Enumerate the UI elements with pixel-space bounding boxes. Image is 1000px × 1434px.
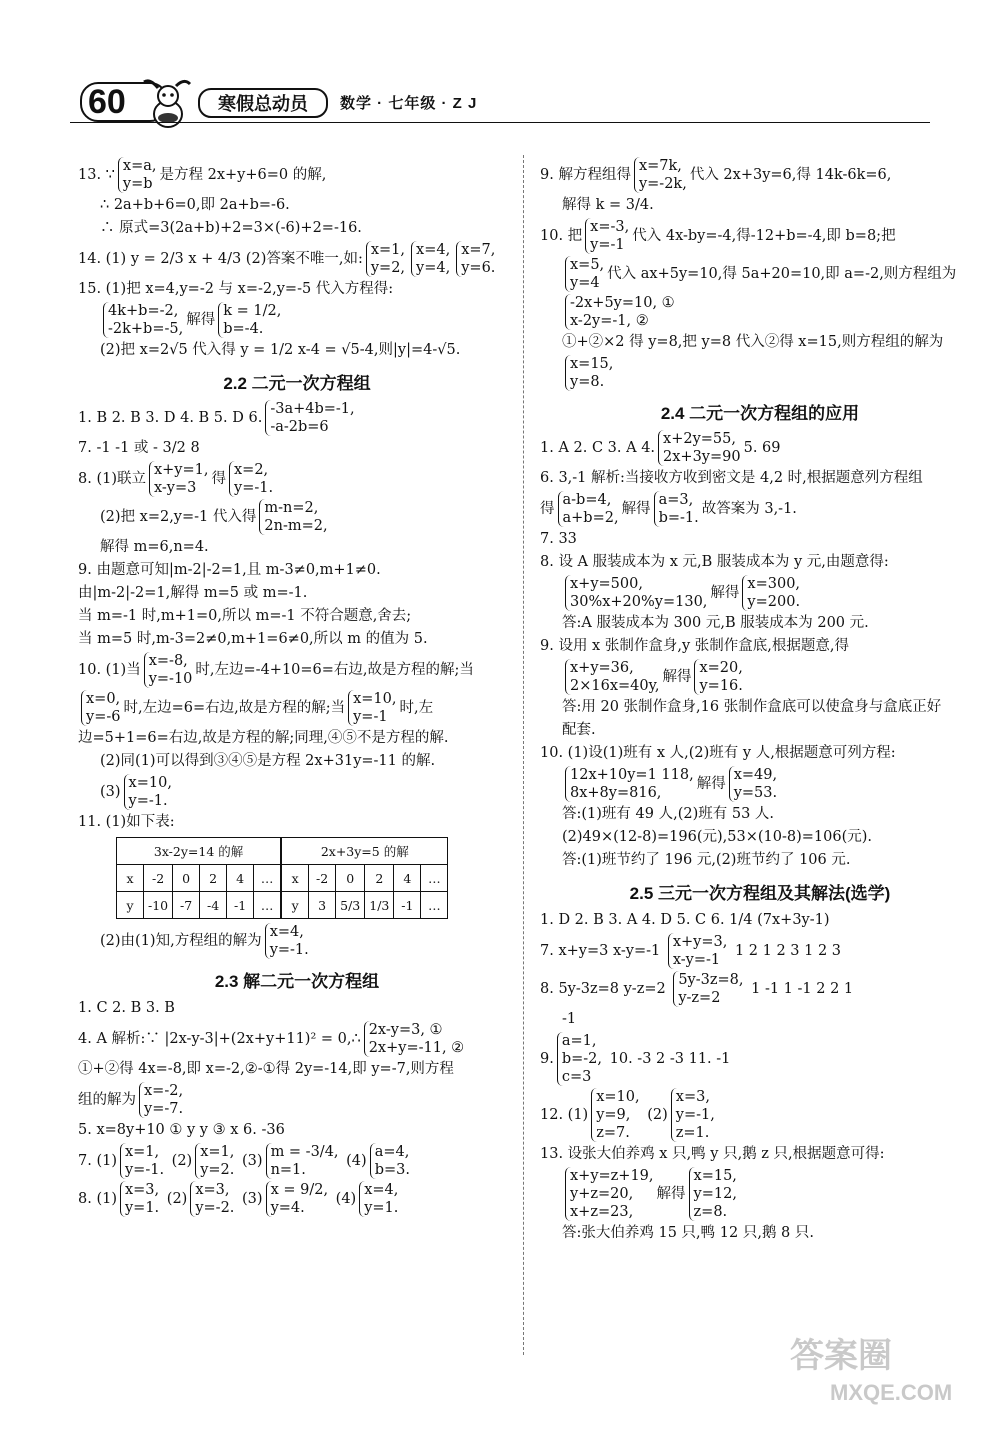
system [364,1021,464,1057]
subject-label: 数学 · 七年级 · Z J [340,95,478,112]
section-2-5-title: 2.5 三元一次方程组及其解法(选学) [629,884,891,903]
system [370,1143,410,1179]
s23-q1-3: 1. C 2. B 3. B [78,1000,175,1016]
text: (2) [647,1107,668,1123]
text: 7. (1) [78,1153,117,1169]
eq: b=3. [374,1162,410,1178]
table-cell: 0 [173,865,200,892]
text: 1 2 1 2 3 1 2 3 [734,943,842,959]
system [689,1167,737,1221]
s24-q8-system [540,575,980,611]
eq: m = -3/4, [270,1144,339,1160]
s25-q8 [540,971,980,1007]
s25-q12 [540,1088,980,1142]
eq: y=-6 [86,709,121,725]
eq: z=7. [596,1125,630,1141]
eq: y=16. [699,678,743,694]
table-header-row [117,838,448,865]
system [120,1143,164,1179]
table-cell: x [117,865,144,892]
text: 9. [540,1051,554,1067]
eq: 2n-m=2, [264,518,328,534]
table-cell: -2 [309,865,336,892]
table-cell: 4 [394,865,421,892]
system [557,1032,602,1086]
text: 4. A 解析:∵ |2x-y-3|+(2x+y+11)² = 0,∴ [78,1031,361,1047]
eq: y=-1 [353,709,388,725]
eq: y=-1 [590,237,625,253]
s25-q9-11 [540,1032,980,1086]
eq: x+y=36, [570,660,634,676]
table-cell: … [254,892,282,919]
system [591,1088,639,1142]
s24-q6a: 6. 3,-1 解析:当接收方收到密文是 4,2 时,根据题意列方程组 [540,470,923,486]
eq: x+2y=55, [663,431,736,447]
system [565,659,659,695]
table-cell: 5/3 [336,892,365,919]
text: (3) [242,1153,263,1169]
system [658,430,741,466]
r10b [540,256,980,292]
eq: y=-2. [195,1200,235,1216]
eq: 5y-3z=8, [678,972,744,988]
eq: -2x+5y=10, ① [570,295,675,311]
system [120,1181,159,1217]
s23-q5-6: 5. x=8y+10 ① y y ③ x 6. -36 [78,1122,285,1138]
page-number: 60 [80,82,168,122]
text: 8. (1) [78,1191,117,1207]
system [565,256,604,292]
table-cell: 1/3 [365,892,394,919]
system [673,971,743,1007]
eq: y=4, [416,260,451,276]
s25-q13-system [540,1167,980,1221]
table-cell: x [281,865,309,892]
eq: y=-1, [675,1107,715,1123]
eq: x=2, [234,462,269,478]
eq: y=-2k, [638,176,687,192]
eq: x-y=-1 [672,952,721,968]
text: 10. 把 [540,228,583,244]
eq: x+y=500, [570,576,643,592]
eq: b=-2, [561,1051,603,1067]
r9b: 解得 k = 3/4. [562,197,654,213]
eq: x=-8, [148,653,188,669]
eq: 2×16x=40y, [570,678,660,694]
eq: x=10, [353,691,397,707]
system [411,241,450,277]
eq: y=8. [570,374,605,390]
s23-q4a [78,1021,516,1057]
s22-q10e [78,774,516,810]
table-row-y [117,892,448,919]
system [103,302,183,338]
section-2-3-title: 2.3 解二元一次方程组 [214,972,380,991]
text: 解得 [656,1186,686,1202]
system [190,1181,234,1217]
page-header [70,70,930,130]
eq: x+y=z+19, [570,1168,654,1184]
eq: x=1, [124,1144,160,1160]
eq: -3a+4b=-1, [270,401,355,417]
text: 得 [211,471,226,487]
s25-q1-6: 1. D 2. B 3. A 4. D 5. C 6. 1/4 (7x+3y-1) [540,912,830,928]
s24-q9b: 答:用 20 张制作盒身,16 张制作盒底可以使盒身与盒底正好 [562,699,942,715]
s22-q10b [78,690,516,726]
system [585,218,629,254]
eq: y=-1. [128,793,168,809]
text: 12. (1) [540,1107,589,1123]
q13-line3: ∴ 原式=3(2a+b)+2=3×(-6)+2=-16. [100,220,362,236]
system [218,302,281,338]
s25-q13b: 答:张大伯养鸡 15 只,鸭 12 只,鹅 8 只. [562,1225,814,1241]
eq: -2k+b=-5, [108,321,184,337]
eq: b=-4. [223,321,264,337]
solve-label: 解得 [186,312,216,328]
eq: m-n=2, [264,500,319,516]
text: (4) [335,1191,357,1207]
text: (2)由(1)知,方程组的解为 [100,933,262,949]
eq: a=4, [374,1144,410,1160]
table-cell: 4 [227,865,254,892]
s24-q8b: 答:A 服装成本为 300 元,B 服装成本为 200 元. [562,615,869,631]
eq: y=2. [200,1162,235,1178]
system [265,923,309,959]
system [259,499,327,535]
eq: y=1. [124,1200,160,1216]
left-column [78,155,516,1219]
system [124,774,172,810]
system [149,461,209,497]
text: 1. A 2. C 3. A 4. [540,440,656,456]
text: 时,左边=-4+10=6=右边,故是方程的解;当 [195,662,474,678]
table-cell: -7 [173,892,200,919]
eq: a=1, [561,1033,597,1049]
eq: y-z=2 [678,990,721,1006]
q14-text: 14. (1) y = 2/3 x + 4/3 (2)答案不唯一,如: [78,251,363,267]
q15-line2: (2)把 x=2√5 代入得 y = 1/2 x-4 = √5-4,则|y|=4-√5. [100,342,461,358]
table-cell: -2 [144,865,173,892]
s24-q8a: 8. 设 A 服装成本为 x 元,B 服装成本为 y 元,由题意得: [540,554,889,570]
eq: y=2, [370,260,406,276]
text: 7. x+y=3 x-y=-1 [540,943,661,959]
text: 10. -3 2 -3 11. -1 [609,1051,731,1067]
eq: y=6. [461,260,496,276]
r9a [540,157,980,193]
eq: x = 9/2, [270,1182,329,1198]
system [742,575,800,611]
system [118,157,157,193]
eq: x-2y=-1, ② [570,313,649,329]
text: 解得 [696,776,726,792]
system [81,690,120,726]
s24-q10a: 10. (1)设(1)班有 x 人,(2)班有 y 人,根据题意可列方程: [540,745,896,761]
table-cell: -4 [200,892,227,919]
text: 代入 4x-by=-4,得-12+b=-4,即 b=8;把 [632,228,896,244]
s22-q10c: 边=5+1=6=右边,故是方程的解;同理,④⑤不是方程的解. [78,730,449,746]
eq: x=300, [747,576,801,592]
s22-q10a [78,652,516,688]
eq: x=3, [195,1182,230,1198]
eq: x=7k, [638,158,682,174]
s24-q9a: 9. 设用 x 张制作盒身,y 张制作盒底,根据题意,得 [540,638,849,654]
s24-q10c: (2)49×(12-8)=196(元),53×(10-8)=106(元). [562,829,873,845]
eq: x=3, [124,1182,160,1198]
s24-q7: 7. 33 [540,531,577,547]
system [456,241,495,277]
eq: b=-1. [658,510,699,526]
s22-q8c: 解得 m=6,n=4. [100,539,209,555]
system [265,400,354,436]
table-cell: … [421,892,448,919]
system [229,461,273,497]
eq: y=12, [693,1186,737,1202]
s24-q6b [540,491,980,527]
eq: 30%x+20%y=130, [570,594,708,610]
s23-q7 [78,1143,516,1179]
table-cell: -1 [394,892,421,919]
eq: y=53. [733,785,778,801]
text: (4) [346,1153,367,1169]
system [366,241,405,277]
eq: c=3 [561,1069,592,1085]
system [565,355,613,391]
system [266,1181,329,1217]
eq: x=1, [370,242,406,258]
eq: y=-1. [124,1162,165,1178]
table-cell: -1 [227,892,254,919]
s24-q1-5 [540,430,980,466]
text: 5. 69 [743,440,781,456]
table-cell: y [117,892,144,919]
eq: 2x+3y=90 [663,449,741,465]
text: 8. 5y-3z=8 y-z=2 [540,981,666,997]
eq: a-b=4, [562,492,612,508]
q13-text: 是方程 2x+y+6=0 的解, [159,167,327,183]
text: 故答案为 3,-1. [701,501,797,517]
eq: x=5, [570,257,605,273]
eq: x=1, [200,1144,235,1160]
s25-q13a: 13. 设张大伯养鸡 x 只,鸭 y 只,鹅 z 只,根据题意可得: [540,1146,885,1162]
s23-q8 [78,1181,516,1217]
text: 组的解为 [78,1092,136,1108]
eq: y=-10 [148,671,193,687]
table-cell: 3 [309,892,336,919]
s22-q9d: 当 m=5 时,m-3=2≠0,m+1=6≠0,所以 m 的值为 5. [78,631,428,647]
text: 时,左边=6=右边,故是方程的解;当 [123,700,346,716]
system [729,766,777,802]
text: 代入 2x+3y=6,得 14k-6k=6, [689,167,892,183]
eq: x=49, [733,767,778,783]
system [654,491,699,527]
text: (2) [171,1153,193,1169]
table-cell: … [421,865,448,892]
s24-q9c: 配套. [562,722,596,738]
table-cell: y [281,892,309,919]
table-cell: … [254,865,282,892]
eq: x=4, [269,924,304,940]
s22-q9b: 由|m-2|-2=1,解得 m=5 或 m=-1. [78,585,308,601]
text: (2) [166,1191,188,1207]
eq: x=-3, [590,219,630,235]
eq: x=20, [699,660,743,676]
system [266,1143,339,1179]
table-header-1: 3x-2y=14 的解 [117,838,282,865]
eq: x=7, [461,242,496,258]
eq: 8x+8y=816, [570,785,662,801]
answers: 1. B 2. B 3. D 4. B 5. D 6. [78,410,263,426]
eq: 2x+y=-11, ② [368,1040,465,1056]
system [558,491,619,527]
s24-q9-system [540,659,980,695]
eq: x=3, [675,1089,710,1105]
eq: 2x-y=3, ① [368,1022,443,1038]
r10c: ①+②×2 得 y=8,把 y=8 代入②得 x=15,则方程组的解为 [562,334,944,350]
system [195,1143,234,1179]
eq: a+b=2, [562,510,619,526]
q13-line2: ∴ 2a+b+6=0,即 2a+b=-6. [100,197,290,213]
solutions-table [116,837,448,919]
system [565,575,707,611]
eq: x=4, [364,1182,399,1198]
eq: y=9, [596,1107,631,1123]
table-cell: -10 [144,892,173,919]
eq: n=1. [270,1162,306,1178]
text: 9. 解方程组得 [540,167,631,183]
text: 10. (1)当 [78,662,141,678]
s25-q7 [540,933,980,969]
eq: x=15, [570,356,614,372]
eq: 12x+10y=1 118, [570,767,694,783]
s25-q8b: -1 [562,1011,577,1027]
text: 8. (1)联立 [78,471,146,487]
table-row-x [117,865,448,892]
q14 [78,241,516,277]
text: 1 -1 1 -1 2 2 1 [751,981,854,997]
system [671,1088,715,1142]
section-2-2-title: 2.2 二元一次方程组 [223,374,371,393]
system [634,157,687,193]
system [565,294,675,330]
eq: z=8. [693,1204,728,1220]
table-cell: 2 [365,865,394,892]
text: 解得 [710,585,740,601]
text: 解得 [662,669,692,685]
eq: y=-1. [269,942,309,958]
q15-line1: 15. (1)把 x=4,y=-2 与 x=-2,y=-5 代入方程得: [78,281,394,297]
system [359,1181,398,1217]
r10-system [540,294,980,330]
s22-q1-6 [78,400,516,436]
r10a [540,218,980,254]
eq: y=-1. [234,480,274,496]
s22-q9c: 当 m=-1 时,m+1=0,所以 m=-1 不符合题意,舍去; [78,608,412,624]
text: 代入 ax+5y=10,得 5a+20=10,即 a=-2,则方程组为 [607,266,957,282]
eq: y=-7. [144,1101,184,1117]
s22-q8b [78,499,516,535]
watermark-logo: 答案圈 [790,1337,892,1375]
eq: x=0, [86,691,121,707]
eq: x+y=1, [153,462,209,478]
eq: y=4. [270,1200,305,1216]
book-title: 寒假总动员 [198,88,328,118]
r10-solution [540,355,980,391]
eq: x=15, [693,1168,737,1184]
text: (3) [100,784,121,800]
system [348,690,396,726]
eq: x+y=3, [672,934,728,950]
s22-q11a: 11. (1)如下表: [78,814,175,830]
eq: x+z=23, [570,1204,634,1220]
system [139,1082,183,1118]
s23-q4b: ①+②得 4x=-8,即 x=-2,②-①得 2y=-14,即 y=-7,则方程 [78,1061,454,1077]
text: 解得 [621,501,651,517]
eq: y=1. [364,1200,399,1216]
q15-system [78,302,516,338]
table-header-2: 2x+3y=5 的解 [281,838,448,865]
table-cell: 0 [336,865,365,892]
s24-q10-system [540,766,980,802]
eq: x-y=3 [153,480,197,496]
eq: x=4, [416,242,451,258]
text: (3) [242,1191,263,1207]
s22-q9a: 9. 由题意可知|m-2|-2=1,且 m-3≠0,m+1≠0. [78,562,381,578]
watermark-url: MXQE.COM [830,1380,953,1405]
eq: y=4 [570,275,600,291]
eq: a=3, [658,492,694,508]
text: 时,左 [399,700,434,716]
eq: y=b [122,176,153,192]
system [668,933,728,969]
eq: y+z=20, [570,1186,634,1202]
header-rule [70,122,930,123]
q13-line1 [78,157,516,193]
text: (2)把 x=2,y=-1 代入得 [100,509,257,525]
eq: y=200. [747,594,801,610]
q13-label: 13. ∵ [78,167,115,183]
s22-q11b [78,923,516,959]
eq: x=a, [122,158,157,174]
system [565,1167,654,1221]
eq: x=10, [596,1089,640,1105]
s23-q4c [78,1082,516,1118]
system [694,659,742,695]
s22-q7: 7. -1 -1 或 - 3/2 8 [78,440,200,456]
section-2-4-title: 2.4 二元一次方程组的应用 [660,404,860,423]
eq: z=1. [675,1125,710,1141]
eq: x=-2, [144,1083,184,1099]
s24-q10b: 答:(1)班有 49 人,(2)班有 53 人. [562,806,775,822]
s24-q10d: 答:(1)班节约了 196 元,(2)班节约了 106 元. [562,852,851,868]
s22-q10d: (2)同(1)可以得到③④⑤是方程 2x+31y=-11 的解. [100,753,436,769]
eq: x=10, [128,775,172,791]
system [144,652,193,688]
eq: -a-2b=6 [270,419,329,435]
s22-q8a [78,461,516,497]
system [565,766,694,802]
column-divider [523,155,524,1355]
right-column [540,155,980,1246]
text: 得 [540,501,555,517]
table-cell: 2 [200,865,227,892]
eq: k = 1/2, [223,303,282,319]
eq: 4k+b=-2, [108,303,179,319]
